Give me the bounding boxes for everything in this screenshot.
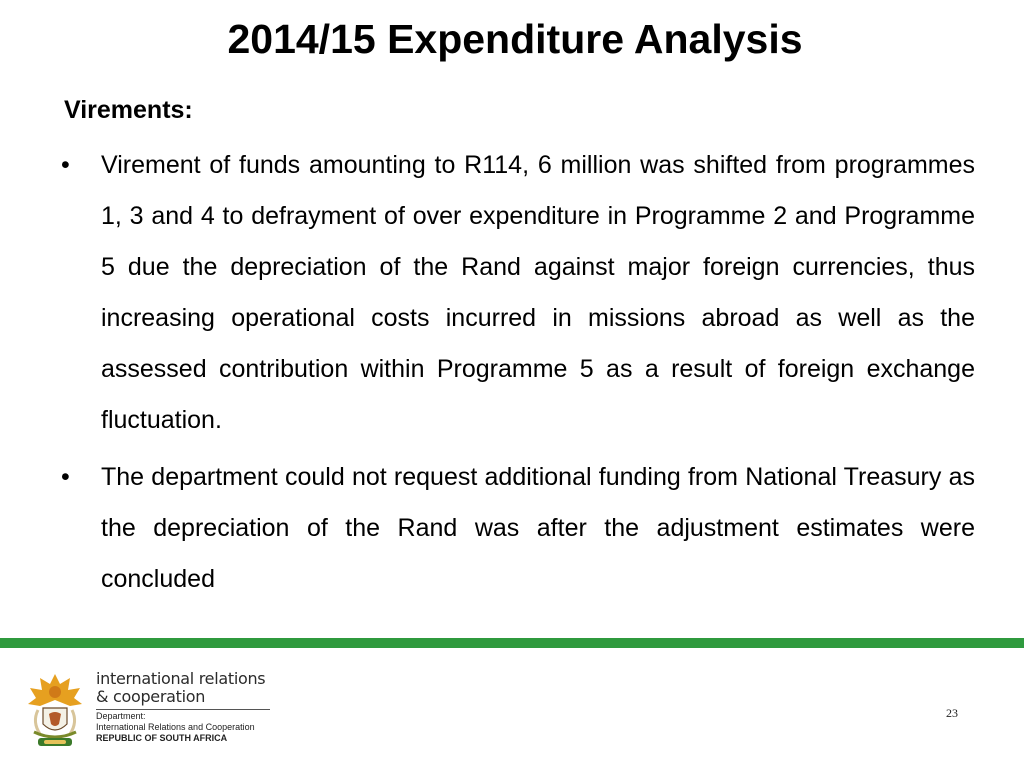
footer-green-bar [0,638,1024,648]
brand-name-line1: international relations [96,669,266,688]
bullet-text: The department could not request additional funding from National Treasury as the depreciation of the Rand was after the adjustment estimates were concluded [101,463,975,593]
coat-of-arms-icon [24,670,86,750]
bullet-item-virement [61,140,975,446]
brand-divider [96,709,270,710]
section-heading: Virements: [64,96,193,124]
slide-title: 2014/15 Expenditure Analysis [227,16,803,62]
page-number: 23 [946,706,958,720]
bullet-item-funding [61,452,975,605]
bullet-list [0,140,1024,611]
department-label: Department: [96,711,146,721]
department-logo [24,664,274,754]
brand-name-line2: & cooperation [96,687,206,706]
bullet-icon: • [61,463,70,491]
department-name: International Relations and Cooperation [96,722,255,732]
bullet-icon: • [61,151,70,179]
country-name: REPUBLIC OF SOUTH AFRICA [96,733,228,743]
bullet-text: Virement of funds amounting to R114, 6 million was shifted from programmes 1, 3 and 4 to defrayment of over expenditure in Programme 2 and Programme 5 due the depreciation of the Rand against major foreign currencies, thus increasing operational costs incurred in missions abroad as well as the assessed contribution within Programme 5 as a result of foreign exchange fluctuation. [101,151,975,434]
